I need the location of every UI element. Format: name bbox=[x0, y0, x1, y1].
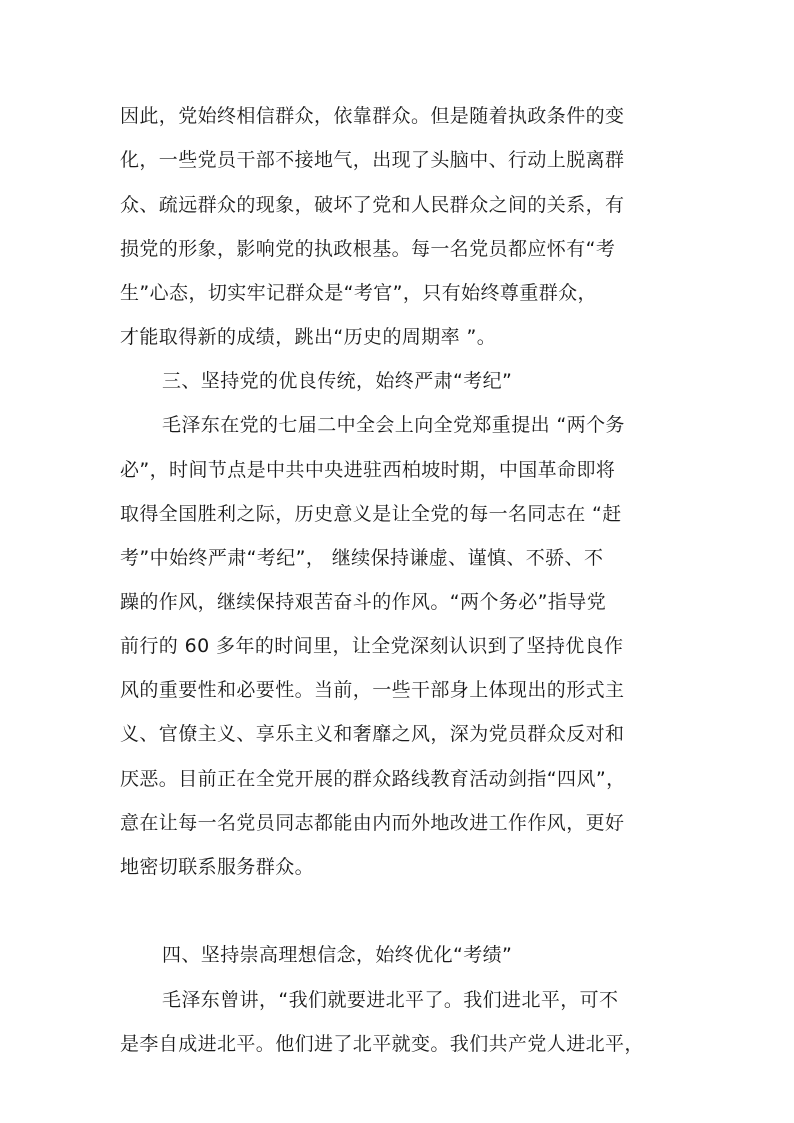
document-body bbox=[120, 0, 680, 1123]
paragraph-line: 生”心态，切实牢记群众是“考官”，只有始终尊重群众， bbox=[120, 282, 597, 304]
paragraph-line: 意在让每一名党员同志都能由内而外地改进工作作风，更好 bbox=[120, 812, 625, 834]
paragraph-line: 化，一些党员干部不接地气，出现了头脑中、行动上脱离群 bbox=[120, 149, 625, 171]
paragraph-line: 损党的形象，影响党的执政根基。每一名党员都应怀有“考 bbox=[120, 238, 616, 260]
paragraph-line: 厌恶。目前正在全党开展的群众路线教育活动剑指“四风”， bbox=[120, 768, 626, 790]
section-heading: 三、坚持党的优良传统，始终严肃“考纪” bbox=[162, 370, 513, 392]
paragraph-line: 毛泽东曾讲，“我们就要进北平了。我们进北平，可不 bbox=[162, 989, 619, 1011]
paragraph-line: 因此，党始终相信群众，依靠群众。但是随着执政条件的变 bbox=[120, 105, 625, 127]
paragraph-line: 才能取得新的成绩，跳出“历史的周期率 ”。 bbox=[120, 326, 497, 348]
paragraph-line: 考”中始终严肃“考纪”， 继续保持谦虚、谨慎、不骄、不 bbox=[120, 547, 604, 569]
paragraph-line: 地密切联系服务群众。 bbox=[120, 856, 315, 878]
paragraph-line: 躁的作风，继续保持艰苦奋斗的作风。“两个务必”指导党 bbox=[120, 591, 607, 613]
paragraph-line: 众、疏远群众的现象，破坏了党和人民群众之间的关系，有 bbox=[120, 194, 625, 216]
paragraph-line: 前行的 60 多年的时间里，让全党深刻认识到了坚持优良作 bbox=[120, 635, 624, 657]
paragraph-line: 义、官僚主义、享乐主义和奢靡之风，深为党员群众反对和 bbox=[120, 723, 625, 745]
paragraph-line: 必”，时间节点是中共中央进驻西柏坡时期，中国革命即将 bbox=[120, 459, 616, 481]
paragraph-line: 取得全国胜利之际，历史意义是让全党的每一名同志在 “赶 bbox=[120, 503, 622, 525]
paragraph-line: 是李自成进北平。他们进了北平就变。我们共产党人进北平， bbox=[120, 1033, 644, 1055]
paragraph-line: 毛泽东在党的七届二中全会上向全党郑重提出 “两个务 bbox=[162, 414, 625, 436]
section-heading: 四、坚持崇高理想信念，始终优化“考绩” bbox=[162, 944, 513, 966]
paragraph-line: 风的重要性和必要性。当前，一些干部身上体现出的形式主 bbox=[120, 679, 625, 701]
